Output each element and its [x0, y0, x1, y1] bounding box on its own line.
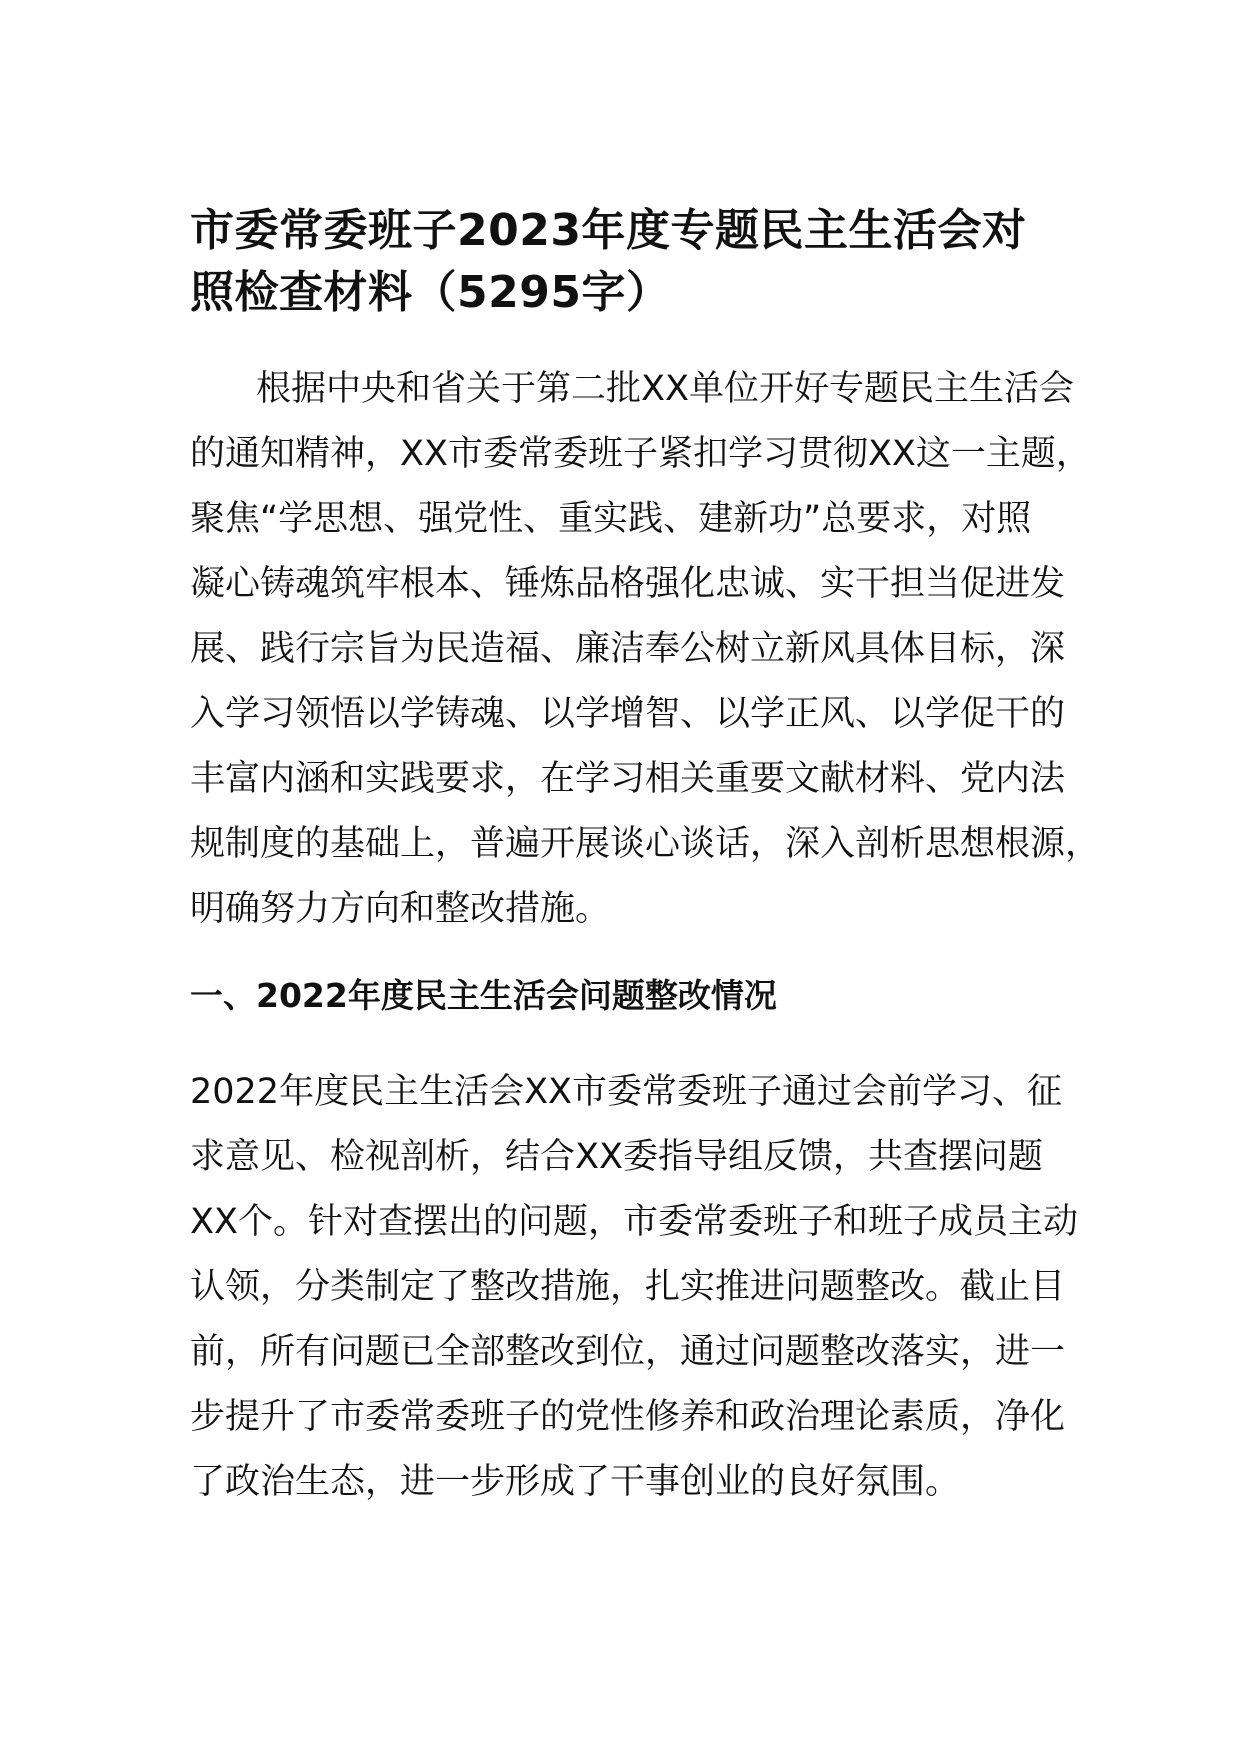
paragraph-line: XX个。针对查摆出的问题，市委常委班子和班子成员主动: [190, 1202, 1078, 1242]
paragraph-line: 入学习领悟以学铸魂、以学增智、以学正风、以学促干的: [190, 694, 1066, 734]
paragraph-line: 2022年度民主生活会XX市委常委班子通过会前学习、征: [190, 1072, 1063, 1112]
paragraph-line: 前，所有问题已全部整改到位，通过问题整改落实，进一: [190, 1332, 1066, 1372]
paragraph-line: 求意见、检视剖析，结合XX委指导组反馈，共查摆问题: [190, 1137, 1043, 1177]
paragraph-line: 根据中央和省关于第二批XX单位开好专题民主生活会: [256, 369, 1074, 409]
paragraph-line: 认领，分类制定了整改措施，扎实推进问题整改。截止目: [190, 1267, 1066, 1307]
section-paragraph: [190, 1060, 1078, 1515]
paragraph-line: 规制度的基础上，普遍开展谈心谈话，深入剖析思想根源，: [190, 824, 1101, 864]
paragraph-line: 凝心铸魂筑牢根本、锤炼品格强化忠诚、实干担当促进发: [190, 564, 1066, 604]
paragraph-line: 聚焦“学思想、强党性、重实践、建新功”总要求，对照: [190, 499, 1032, 539]
paragraph-line: 步提升了市委常委班子的党性修养和政治理论素质，净化: [190, 1397, 1066, 1437]
title-line: 照检查材料（5295字）: [190, 267, 671, 318]
paragraph-line: 丰富内涵和实践要求，在学习相关重要文献材料、党内法: [190, 759, 1066, 799]
paragraph-line: 明确努力方向和整改措施。: [190, 889, 611, 929]
title-line: 市委常委班子2023年度专题民主生活会对: [190, 205, 1027, 256]
document-title: [190, 200, 1060, 324]
intro-paragraph: [190, 357, 1101, 942]
paragraph-line: 了政治生态，进一步形成了干事创业的良好氛围。: [190, 1462, 961, 1502]
paragraph-line: 展、践行宗旨为民造福、廉洁奉公树立新风具体目标，深: [190, 629, 1066, 669]
section-heading: 一、2022年度民主生活会问题整改情况: [190, 976, 777, 1015]
paragraph-line: 的通知精神，XX市委常委班子紧扣学习贯彻XX这一主题，: [190, 434, 1091, 474]
